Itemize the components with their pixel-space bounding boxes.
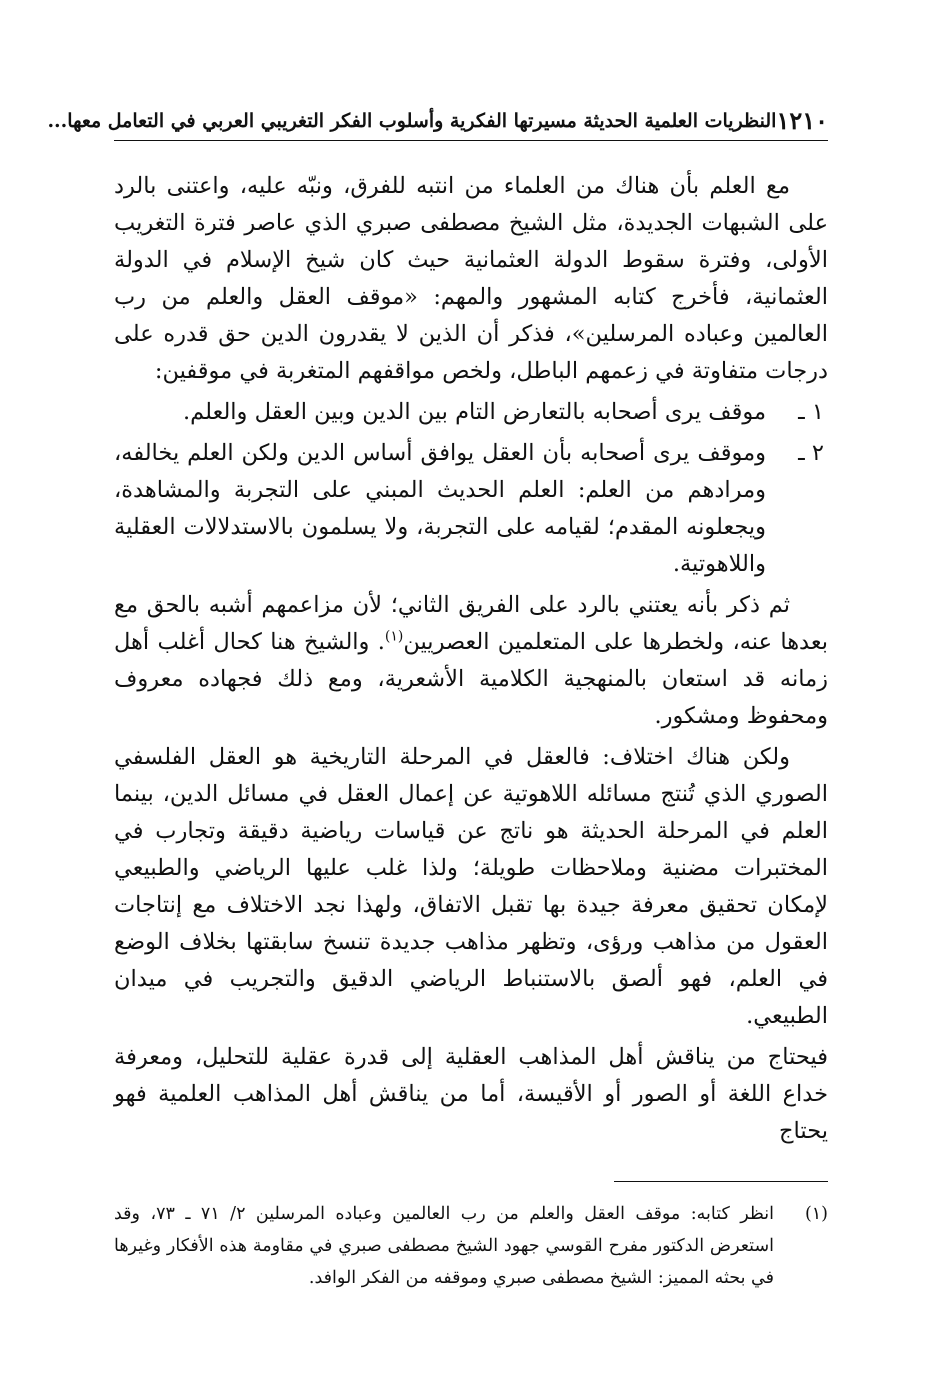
paragraph-3: ولكن هناك اختلاف: فالعقل في المرحلة التاريخية هو العقل الفلسفي الصوري الذي تُنتج مسائله اللاهوتية عن إعمال العقل في مسائل الدين، بينما العلم في المرحلة الحديثة هو ناتج عن قياسات رياضية دقيقة وتجارب في المختبرات مضنية وملاحظات طويلة؛ ولذا غلب عليها الرياضي والطبيعي لإمكان تحقيق معرفة جيدة بها تقبل الاتفاق، ولهذا نجد الاختلاف مع إنتاجات العقول من مذاهب ورؤى، وتظهر مذاهب جديدة تنسخ سابقتها بخلاف الوضع في العلم، فهو ألصق بالاستنباط الرياضي الدقيق والتجريب في ميدان الطبيعي.	[114, 744, 828, 1029]
footnotes	[114, 1198, 828, 1294]
list-item-1-number: ١ ـ	[798, 399, 824, 425]
page-header	[47, 96, 828, 136]
footnote-1	[114, 1198, 828, 1294]
running-title: النظريات العلمية الحديثة مسيرتها الفكرية وأسلوب الفكر التغريبي العربي في التعامل معها...	[47, 110, 777, 132]
footnote-separator	[614, 1181, 828, 1182]
list-item-2	[114, 435, 828, 583]
footnote-1-number: (١)	[804, 1204, 828, 1224]
list-item-2-text: وموقف يرى أصحابه بأن العقل يوافق أساس الدين ولكن العلم يخالفه، ومرادهم من العلم: العلم الحديث المبني على التجربة والمشاهدة، ويجعلونه المقدم؛ لقيامه على التجربة، ولا يسلمون بالاستدلالات العقلية واللاهوتية.	[114, 440, 766, 577]
list-item-2-number: ٢ ـ	[798, 440, 824, 466]
list-item-1-text: موقف يرى أصحابه بالتعارض التام بين الدين وبين العقل والعلم.	[183, 399, 766, 425]
paragraph-1: مع العلم بأن هناك من العلماء من انتبه للفرق، ونبّه عليه، واعتنى بالرد على الشبهات الجديدة، مثل الشيخ مصطفى صبري الذي عاصر فترة التغريب الأولى، وفترة سقوط الدولة العثمانية حيث كان شيخ الإسلام في الدولة العثمانية، فأخرج كتابه المشهور والمهم: «موقف العقل والعلم من رب العالمين وعباده المرسلين»، فذكر أن الذين لا يقدرون الدين حق قدره على درجات متفاوتة في زعمهم الباطل، ولخص مواقفهم المتغربة في موقفين:	[114, 173, 828, 384]
paragraph-2-text-b: . والشيخ هنا كحال أغلب أهل زمانه قد استعان بالمنهجية الكلامية الأشعرية، ومع ذلك فجهاده معروف ومحفوظ ومشكور.	[114, 629, 828, 729]
header-rule	[114, 140, 828, 141]
footnote-reference[interactable]: (١)	[384, 628, 404, 645]
list-item-1	[114, 394, 828, 431]
paragraph-4: فيحتاج من يناقش أهل المذاهب العقلية إلى قدرة عقلية للتحليل، ومعرفة خداع اللغة أو الصور أو الأقيسة، أما من يناقش أهل المذاهب العلمية فهو يحتاج	[114, 1044, 828, 1144]
page-number: ١٢١٠	[776, 106, 828, 135]
paragraph-2	[114, 587, 828, 735]
paragraph-2-text-a: ثم ذكر بأنه يعتني بالرد على الفريق الثاني؛ لأن مزاعمهم أشبه بالحق مع بعدها عنه، ولخطرها على المتعلمين العصريين	[114, 592, 828, 655]
body-text	[114, 168, 828, 1154]
footnote-1-text: انظر كتابه: موقف العقل والعلم من رب العالمين وعباده المرسلين ٢/ ٧١ ـ ٧٣، وقد استعرض الدكتور مفرح القوسي جهود الشيخ مصطفى صبري في مقاومة هذه الأفكار وغيرها في بحثه المميز: الشيخ مصطفى صبري وموقفه من الفكر الوافد.	[114, 1204, 774, 1288]
